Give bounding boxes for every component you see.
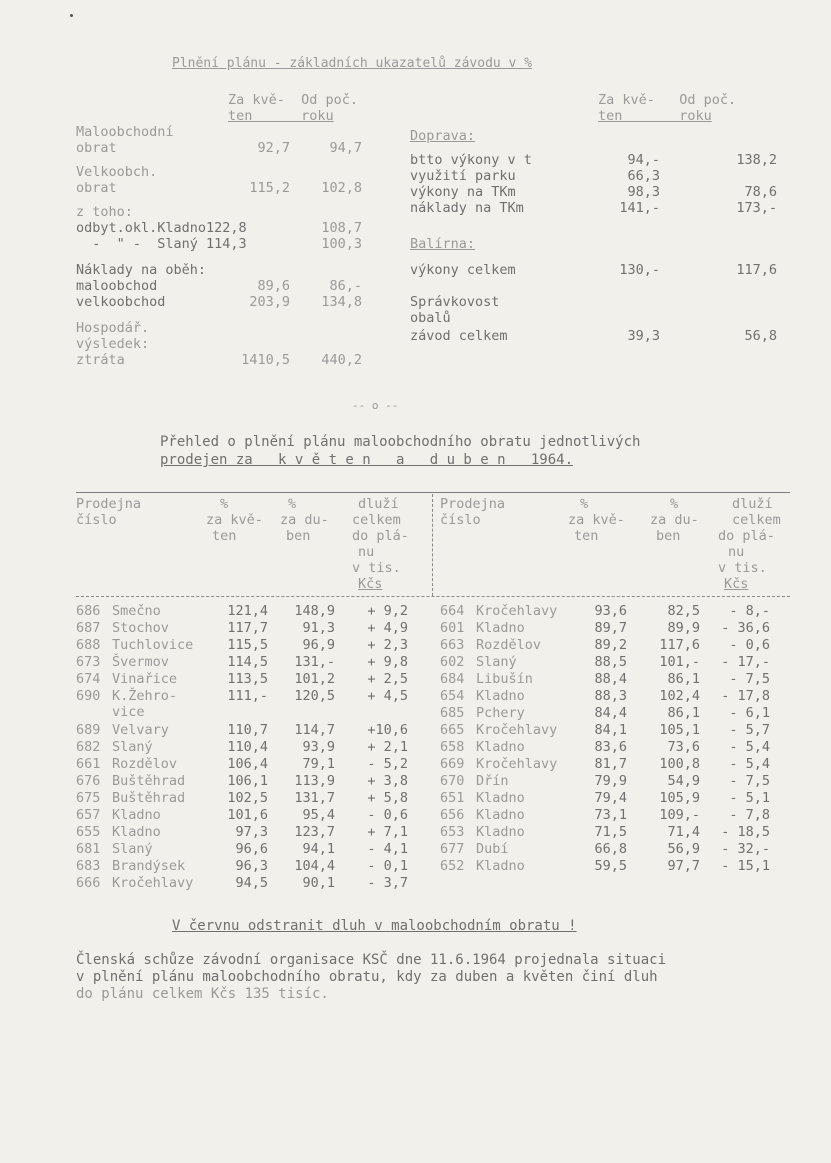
pct-april: 113,9 [294,773,335,789]
pct-april: 94,1 [302,841,335,857]
debt-total: - 8,- [729,603,770,619]
debt-total: + 2,1 [367,739,408,755]
shop-number: 670 [440,773,465,789]
table-header-rule [76,596,790,597]
shop-name: K.Žehro- vice [112,688,178,720]
paragraph-line: Členská schůze závodní organisace KSČ dne 11.6.1964 projednala situaci [76,952,667,968]
debt-total: +10,6 [367,722,408,738]
shop-name: Dubí [476,841,509,857]
shop-name: Kročehlavy [112,875,194,891]
debt-total: - 5,7 [729,722,770,738]
pct-may: 115,5 [227,637,268,653]
shop-name: Rozdělov [476,637,542,653]
shop-name: Kročehlavy [476,603,558,619]
pct-april: 71,4 [667,824,700,840]
shop-number: 682 [76,739,101,755]
column-header: dluží [358,496,399,512]
section3-title: V červnu odstranit dluh v maloobchodním obratu ! [172,918,577,934]
section2-title: Přehled o plnění plánu maloobchodního obratu jednotlivých [160,434,641,450]
indicator-label: obrat [76,180,117,196]
right-column-header: ten roku [598,108,712,124]
pct-april: 54,9 [667,773,700,789]
indicator-label: Balírna: [410,236,476,252]
indicator-label: Doprava: [410,128,476,144]
value-may: 92,7 [257,140,290,156]
indicator-label: z toho: [76,204,133,220]
shop-number: 675 [76,790,101,806]
pct-april: 131,7 [294,790,335,806]
pct-april: 95,4 [302,807,335,823]
shop-name: Vinařice [112,671,178,687]
pct-may: 94,5 [235,875,268,891]
section1-title: Plnění plánu - základních ukazatelů závodu v % [172,56,533,71]
debt-total: - 0,1 [367,858,408,874]
column-header: nu [358,544,375,560]
indicator-label: Náklady na oběh: [76,262,207,278]
pct-april: 123,7 [294,824,335,840]
pct-may: 73,1 [594,807,627,823]
column-header: celkem [732,512,781,528]
pct-may: 88,3 [594,688,627,704]
shop-number: 666 [76,875,101,891]
debt-total: + 4,9 [367,620,408,636]
indicator-label: výsledek: [76,336,150,352]
column-header: za du- [650,512,699,528]
shop-name: Kladno [476,807,525,823]
shop-name: Kladno [476,824,525,840]
shop-number: 673 [76,654,101,670]
column-header: celkem [352,512,401,528]
table-top-rule [76,492,790,493]
debt-total: + 3,8 [367,773,408,789]
column-header: Prodejna [440,496,506,512]
pct-may: 83,6 [594,739,627,755]
paper-speck [70,14,73,17]
shop-number: 685 [440,705,465,721]
shop-number: 656 [440,807,465,823]
pct-may: 84,4 [594,705,627,721]
value-ytd: 117,6 [736,262,777,278]
value-may: 1410,5 [241,352,290,368]
shop-number: 669 [440,756,465,772]
pct-may: 79,4 [594,790,627,806]
shop-number: 651 [440,790,465,806]
value-ytd: 138,2 [736,152,777,168]
value-ytd: 108,7 [321,220,362,236]
column-header: v tis. [352,560,401,576]
shop-number: 676 [76,773,101,789]
column-header: ten [574,528,599,544]
value-ytd: 86,- [329,278,362,294]
left-column-header: ten roku [228,108,334,124]
column-header: za du- [280,512,329,528]
value-may: 115,2 [249,180,290,196]
pct-may: 114,5 [227,654,268,670]
shop-name: Kladno [476,739,525,755]
pct-april: 120,5 [294,688,335,704]
pct-april: 86,1 [667,671,700,687]
shop-name: Kladno [476,620,525,636]
column-header: dluží [732,496,773,512]
pct-may: 84,1 [594,722,627,738]
indicator-label: obrat [76,140,117,156]
shop-number: 687 [76,620,101,636]
shop-name: Brandýsek [112,858,186,874]
debt-total: + 2,3 [367,637,408,653]
shop-name: Smečno [112,603,161,619]
debt-total: - 5,1 [729,790,770,806]
shop-number: 683 [76,858,101,874]
column-header: číslo [76,512,117,528]
shop-name: Kladno [476,790,525,806]
shop-name: Buštěhrad [112,773,186,789]
debt-total: - 0,6 [367,807,408,823]
value-ytd: 134,8 [321,294,362,310]
pct-april: 97,7 [667,858,700,874]
column-header: % [670,496,679,512]
indicator-label: náklady na TKm [410,200,524,216]
pct-april: 100,8 [659,756,700,772]
value-may: 141,- [619,200,660,216]
left-column-header: Za kvě- Od poč. [228,92,359,108]
table-divider [432,494,433,596]
shop-number: 602 [440,654,465,670]
pct-april: 90,1 [302,875,335,891]
pct-april: 102,4 [659,688,700,704]
pct-april: 93,9 [302,739,335,755]
column-header: Prodejna [76,496,142,512]
indicator-label: ztráta [76,352,125,368]
shop-number: 663 [440,637,465,653]
shop-number: 686 [76,603,101,619]
pct-may: 101,6 [227,807,268,823]
shop-name: Kladno [112,807,161,823]
debt-total: - 17,- [721,654,770,670]
pct-april: 79,1 [302,756,335,772]
column-header: za kvě- [568,512,625,528]
indicator-label: Velkoobch. [76,164,158,180]
shop-name: Dřín [476,773,509,789]
pct-april: 82,5 [667,603,700,619]
shop-number: 657 [76,807,101,823]
shop-number: 690 [76,688,101,704]
shop-number: 665 [440,722,465,738]
shop-name: Kročehlavy [476,756,558,772]
pct-may: 93,6 [594,603,627,619]
debt-total: - 5,2 [367,756,408,772]
column-header: nu [728,544,745,560]
shop-name: Buštěhrad [112,790,186,806]
shop-name: Rozdělov [112,756,178,772]
shop-number: 654 [440,688,465,704]
pct-april: 86,1 [667,705,700,721]
indicator-label: velkoobchod [76,294,166,310]
pct-may: 97,3 [235,824,268,840]
pct-may: 111,- [227,688,268,704]
pct-april: 73,6 [667,739,700,755]
value-ytd: 94,7 [329,140,362,156]
debt-total: - 3,7 [367,875,408,891]
value-may: 98,3 [627,184,660,200]
indicator-label: odbyt.okl.Kladno122,8 [76,220,247,236]
debt-total: - 7,5 [729,671,770,687]
debt-total: + 9,8 [367,654,408,670]
value-may: 66,3 [627,168,660,184]
debt-total: - 7,8 [729,807,770,823]
pct-april: 105,1 [659,722,700,738]
value-may: 94,- [627,152,660,168]
shop-number: 658 [440,739,465,755]
shop-number: 677 [440,841,465,857]
pct-april: 96,9 [302,637,335,653]
column-header: Kčs [724,576,749,592]
column-header: % [580,496,589,512]
debt-total: - 18,5 [721,824,770,840]
indicator-label: využití parku [410,168,516,184]
value-may: 89,6 [257,278,290,294]
indicator-label: Hospodář. [76,320,150,336]
pct-may: 71,5 [594,824,627,840]
indicator-label: závod celkem [410,328,508,344]
indicator-label: výkony na TKm [410,184,516,200]
indicator-label: výkony celkem [410,262,516,278]
shop-number: 652 [440,858,465,874]
value-may: 130,- [619,262,660,278]
value-ytd: 440,2 [321,352,362,368]
shop-name: Stochov [112,620,169,636]
column-header: v tis. [718,560,767,576]
value-ytd: 173,- [736,200,777,216]
shop-name: Pchery [476,705,525,721]
value-may: 39,3 [627,328,660,344]
pct-may: 121,4 [227,603,268,619]
column-header: ben [656,528,681,544]
shop-number: 601 [440,620,465,636]
right-column-header: Za kvě- Od poč. [598,92,737,108]
shop-number: 653 [440,824,465,840]
debt-total: - 4,1 [367,841,408,857]
debt-total: - 5,4 [729,756,770,772]
shop-name: Kladno [476,858,525,874]
shop-name: Švermov [112,654,169,670]
value-ytd: 100,3 [321,236,362,252]
debt-total: - 32,- [721,841,770,857]
debt-total: - 6,1 [729,705,770,721]
shop-number: 689 [76,722,101,738]
indicator-label: obalů [410,310,451,326]
debt-total: - 15,1 [721,858,770,874]
shop-number: 684 [440,671,465,687]
debt-total: + 5,8 [367,790,408,806]
pct-april: 148,9 [294,603,335,619]
column-header: do plá- [352,528,409,544]
column-header: číslo [440,512,481,528]
pct-april: 117,6 [659,637,700,653]
debt-total: + 7,1 [367,824,408,840]
column-header: % [288,496,297,512]
pct-april: 131,- [294,654,335,670]
shop-number: 681 [76,841,101,857]
pct-april: 91,3 [302,620,335,636]
pct-may: 106,4 [227,756,268,772]
pct-may: 113,5 [227,671,268,687]
column-header: Kčs [358,576,383,592]
shop-number: 655 [76,824,101,840]
pct-april: 104,4 [294,858,335,874]
column-header: do plá- [718,528,775,544]
debt-total: - 0,6 [729,637,770,653]
debt-total: + 4,5 [367,688,408,704]
pct-may: 96,6 [235,841,268,857]
paragraph-line: do plánu celkem Kčs 135 tisíc. [76,986,329,1002]
pct-may: 106,1 [227,773,268,789]
pct-may: 96,3 [235,858,268,874]
value-may: 203,9 [249,294,290,310]
shop-name: Kladno [112,824,161,840]
pct-may: 88,5 [594,654,627,670]
debt-total: + 2,5 [367,671,408,687]
pct-may: 117,7 [227,620,268,636]
shop-name: Libušín [476,671,533,687]
column-header: ten [212,528,237,544]
shop-name: Tuchlovice [112,637,194,653]
shop-name: Slaný [476,654,517,670]
pct-april: 101,2 [294,671,335,687]
pct-april: 56,9 [667,841,700,857]
pct-may: 110,4 [227,739,268,755]
pct-may: 89,2 [594,637,627,653]
pct-may: 89,7 [594,620,627,636]
indicator-label: Maloobchodní [76,124,174,140]
pct-may: 110,7 [227,722,268,738]
indicator-label: btto výkony v t [410,152,532,168]
indicator-label: Správkovost [410,294,500,310]
debt-total: - 7,5 [729,773,770,789]
debt-total: + 9,2 [367,603,408,619]
shop-name: Kladno [476,688,525,704]
pct-april: 114,7 [294,722,335,738]
shop-number: 661 [76,756,101,772]
pct-april: 105,9 [659,790,700,806]
shop-name: Slaný [112,739,153,755]
pct-april: 101,- [659,654,700,670]
pct-april: 89,9 [667,620,700,636]
shop-number: 664 [440,603,465,619]
indicator-label: maloobchod [76,278,158,294]
paragraph-line: v plnění plánu maloobchodního obratu, kdy za duben a květen činí dluh [76,969,658,985]
pct-may: 88,4 [594,671,627,687]
separator: -- o -- [352,399,399,412]
shop-name: Velvary [112,722,169,738]
column-header: ben [286,528,311,544]
pct-may: 79,9 [594,773,627,789]
value-ytd: 78,6 [744,184,777,200]
value-ytd: 56,8 [744,328,777,344]
column-header: za kvě- [206,512,263,528]
shop-number: 688 [76,637,101,653]
pct-may: 66,8 [594,841,627,857]
pct-may: 102,5 [227,790,268,806]
value-ytd: 102,8 [321,180,362,196]
debt-total: - 5,4 [729,739,770,755]
debt-total: - 17,8 [721,688,770,704]
shop-number: 674 [76,671,101,687]
shop-name: Slaný [112,841,153,857]
pct-may: 59,5 [594,858,627,874]
indicator-label: - " - Slaný 114,3 [76,236,247,252]
section2-subtitle: prodejen za k v ě t e n a d u b e n 1964. [160,452,574,468]
shop-name: Kročehlavy [476,722,558,738]
debt-total: - 36,6 [721,620,770,636]
column-header: % [220,496,229,512]
pct-may: 81,7 [594,756,627,772]
pct-april: 109,- [659,807,700,823]
